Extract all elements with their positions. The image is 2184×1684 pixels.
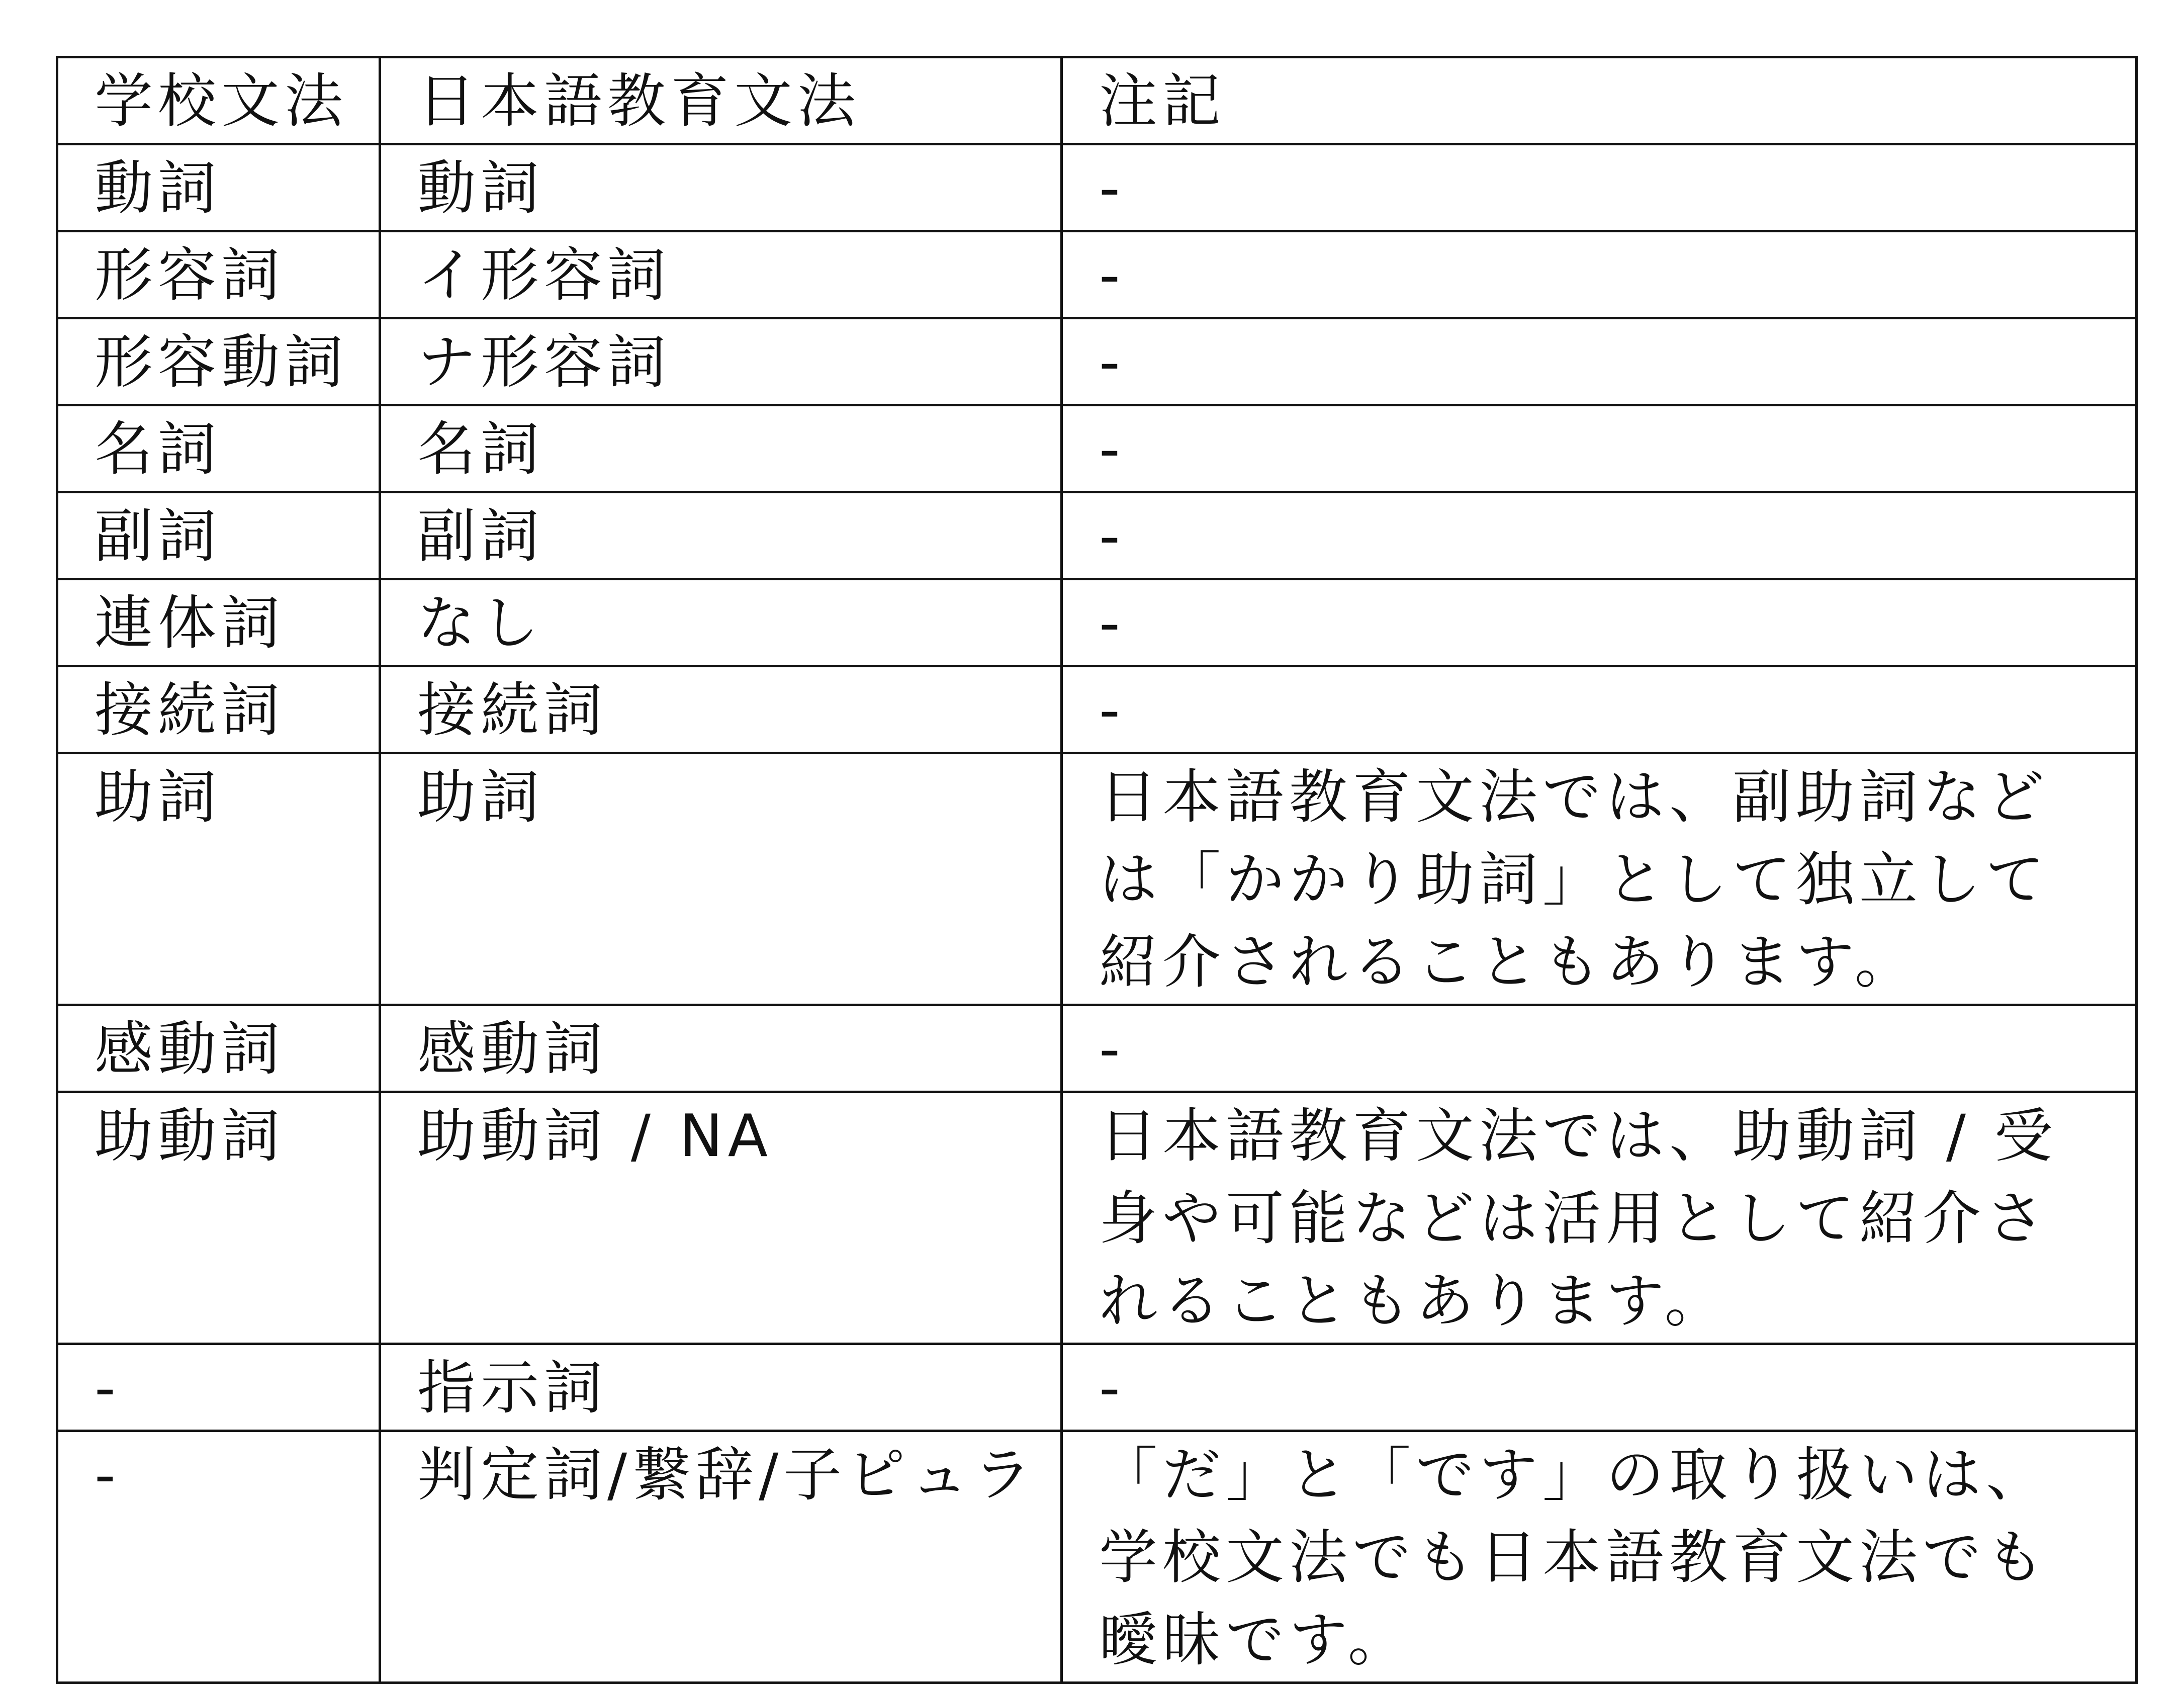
note-cell: 日本語教育文法では、副助詞などは「かかり助詞」として独立して紹介されることもあります。 (1062, 753, 2137, 1005)
table-row (57, 1344, 2137, 1431)
education-grammar-cell: 判定詞/繋辞/子ピュラ (380, 1431, 1062, 1683)
note-cell: - (1062, 144, 2137, 231)
table-row (57, 753, 2137, 1005)
note-cell: - (1062, 231, 2137, 318)
school-grammar-cell: 副詞 (57, 492, 380, 579)
note-cell: - (1062, 405, 2137, 492)
table-row (57, 1431, 2137, 1683)
education-grammar-cell: ナ形容詞 (380, 318, 1062, 405)
school-grammar-cell: 名詞 (57, 405, 380, 492)
table-row (57, 405, 2137, 492)
school-grammar-cell: 連体詞 (57, 579, 380, 666)
table-header-row (57, 57, 2137, 144)
table-row (57, 231, 2137, 318)
education-grammar-cell: 助詞 (380, 753, 1062, 1005)
education-grammar-cell: 指示詞 (380, 1344, 1062, 1431)
education-grammar-cell: 名詞 (380, 405, 1062, 492)
note-cell: - (1062, 318, 2137, 405)
table-row (57, 144, 2137, 231)
education-grammar-cell: 副詞 (380, 492, 1062, 579)
table-row (57, 318, 2137, 405)
education-grammar-cell: イ形容詞 (380, 231, 1062, 318)
header-notes: 注記 (1062, 57, 2137, 144)
note-cell: - (1062, 492, 2137, 579)
school-grammar-cell: - (57, 1431, 380, 1683)
header-japanese-education-grammar: 日本語教育文法 (380, 57, 1062, 144)
school-grammar-cell: 感動詞 (57, 1005, 380, 1092)
school-grammar-cell: 接続詞 (57, 666, 380, 753)
table-row (57, 492, 2137, 579)
school-grammar-cell: 形容詞 (57, 231, 380, 318)
note-cell: 「だ」と「です」の取り扱いは、学校文法でも日本語教育文法でも曖昧です。 (1062, 1431, 2137, 1683)
note-cell: - (1062, 666, 2137, 753)
school-grammar-cell: 形容動詞 (57, 318, 380, 405)
table-row (57, 579, 2137, 666)
header-school-grammar: 学校文法 (57, 57, 380, 144)
school-grammar-cell: 助動詞 (57, 1092, 380, 1344)
table-row (57, 666, 2137, 753)
grammar-comparison-table (56, 56, 2138, 1684)
education-grammar-cell: 感動詞 (380, 1005, 1062, 1092)
education-grammar-cell: なし (380, 579, 1062, 666)
note-cell: 日本語教育文法では、助動詞 / 受身や可能などは活用として紹介されることもあります。 (1062, 1092, 2137, 1344)
school-grammar-cell: 動詞 (57, 144, 380, 231)
note-cell: - (1062, 1344, 2137, 1431)
education-grammar-cell: 助動詞 / NA (380, 1092, 1062, 1344)
education-grammar-cell: 動詞 (380, 144, 1062, 231)
education-grammar-cell: 接続詞 (380, 666, 1062, 753)
school-grammar-cell: - (57, 1344, 380, 1431)
table-row (57, 1005, 2137, 1092)
school-grammar-cell: 助詞 (57, 753, 380, 1005)
note-cell: - (1062, 1005, 2137, 1092)
note-cell: - (1062, 579, 2137, 666)
table-row (57, 1092, 2137, 1344)
